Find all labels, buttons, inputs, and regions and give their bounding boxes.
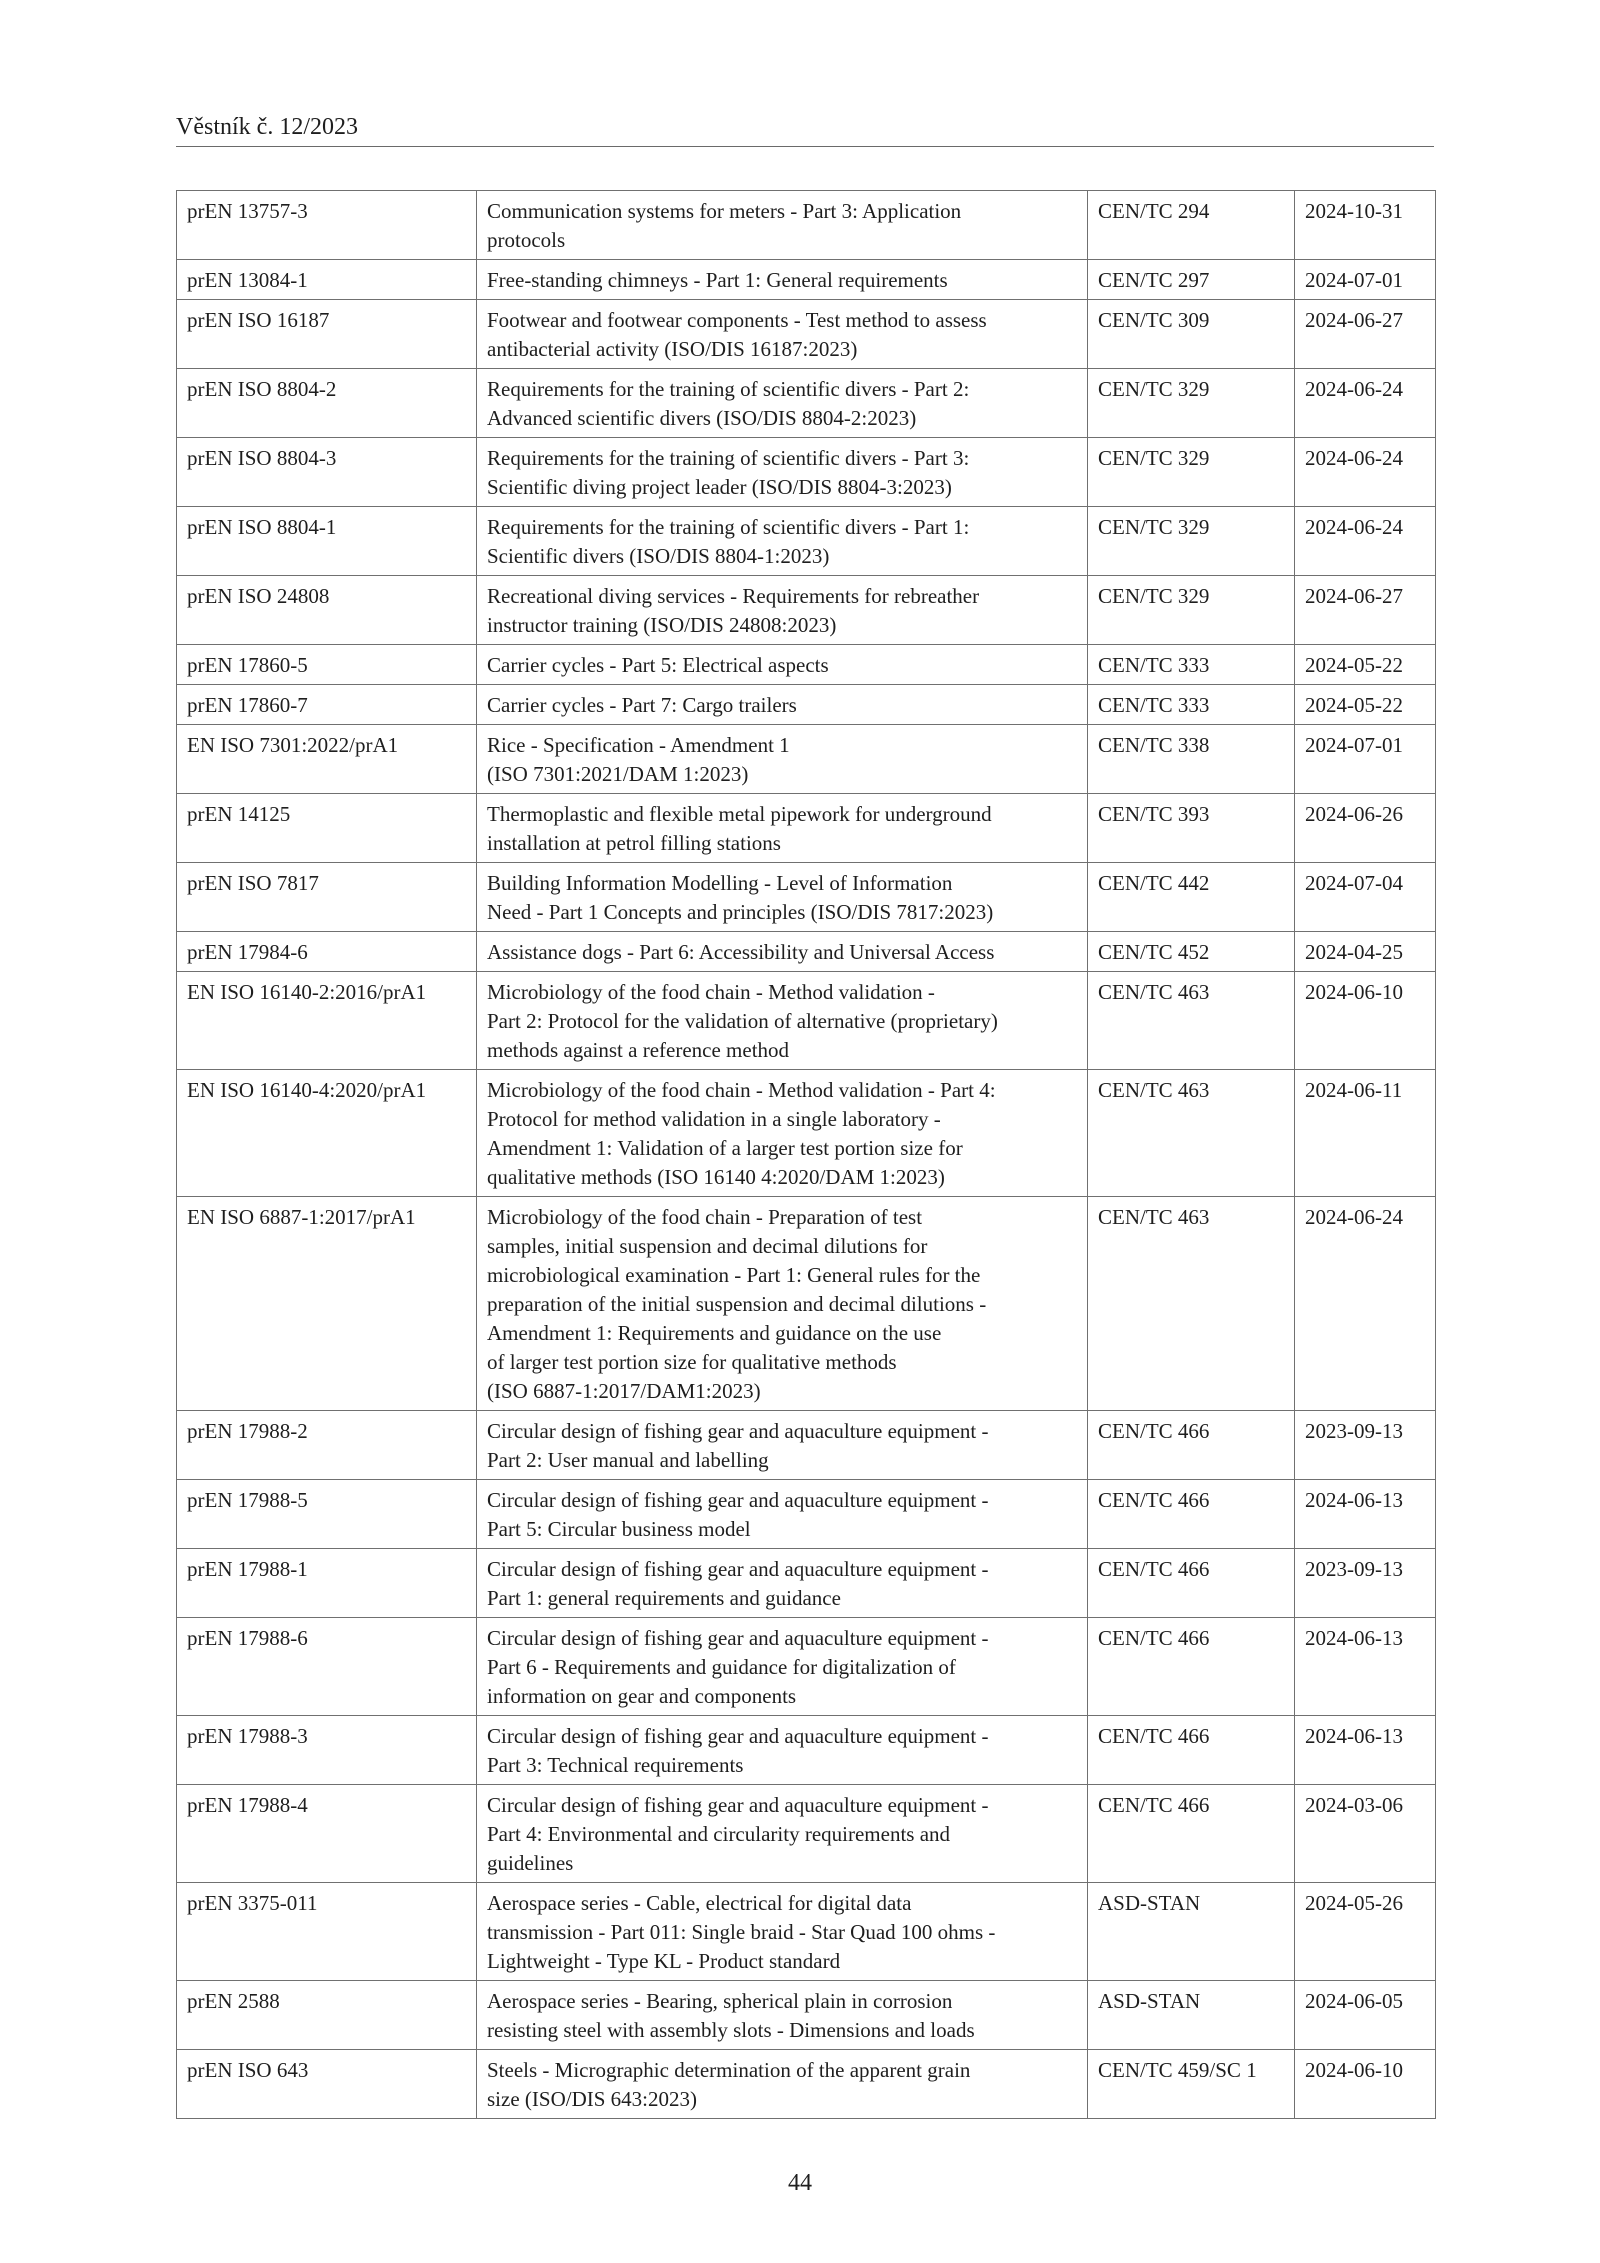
deadline-date-cell: 2024-06-24 xyxy=(1295,438,1436,507)
standard-title-cell: Communication systems for meters - Part 3: Application protocols xyxy=(477,191,1088,260)
table-row xyxy=(177,725,1436,794)
standard-code-cell: EN ISO 16140-4:2020/prA1 xyxy=(177,1070,477,1197)
standards-table xyxy=(176,190,1436,2119)
committee-cell: CEN/TC 393 xyxy=(1088,794,1295,863)
table-row xyxy=(177,507,1436,576)
standard-title-cell: Circular design of fishing gear and aquaculture equipment - Part 6 - Requirements and guidance for digitalization of information on gear and components xyxy=(477,1618,1088,1716)
table-row xyxy=(177,932,1436,972)
table-row xyxy=(177,1618,1436,1716)
deadline-date-cell: 2024-06-05 xyxy=(1295,1981,1436,2050)
standard-title-cell: Footwear and footwear components - Test method to assess antibacterial activity (ISO/DIS 16187:2023) xyxy=(477,300,1088,369)
standard-code-cell: prEN 2588 xyxy=(177,1981,477,2050)
table-row xyxy=(177,369,1436,438)
standard-title-cell: Assistance dogs - Part 6: Accessibility and Universal Access xyxy=(477,932,1088,972)
deadline-date-cell: 2024-10-31 xyxy=(1295,191,1436,260)
standards-table-body xyxy=(177,191,1436,2119)
deadline-date-cell: 2024-06-24 xyxy=(1295,1197,1436,1411)
committee-cell: CEN/TC 329 xyxy=(1088,438,1295,507)
deadline-date-cell: 2024-07-01 xyxy=(1295,725,1436,794)
committee-cell: CEN/TC 463 xyxy=(1088,972,1295,1070)
standard-title-cell: Requirements for the training of scientific divers - Part 3: Scientific diving project leader (ISO/DIS 8804-3:2023) xyxy=(477,438,1088,507)
standard-title-cell: Microbiology of the food chain - Method validation - Part 4: Protocol for method validation in a single laboratory - Amendment 1: Validation of a larger test portion size for qualitative methods (ISO 16140 4:2020/DAM 1:2023) xyxy=(477,1070,1088,1197)
standard-title-cell: Microbiology of the food chain - Method validation - Part 2: Protocol for the validation of alternative (proprietary) methods against a reference method xyxy=(477,972,1088,1070)
committee-cell: CEN/TC 338 xyxy=(1088,725,1295,794)
committee-cell: CEN/TC 452 xyxy=(1088,932,1295,972)
standard-code-cell: prEN 17988-5 xyxy=(177,1480,477,1549)
page-number: 44 xyxy=(788,2170,812,2196)
committee-cell: CEN/TC 459/SC 1 xyxy=(1088,2050,1295,2119)
committee-cell: CEN/TC 466 xyxy=(1088,1549,1295,1618)
deadline-date-cell: 2024-06-13 xyxy=(1295,1480,1436,1549)
committee-cell: CEN/TC 309 xyxy=(1088,300,1295,369)
standard-title-cell: Carrier cycles - Part 7: Cargo trailers xyxy=(477,685,1088,725)
deadline-date-cell: 2024-06-13 xyxy=(1295,1716,1436,1785)
standard-code-cell: prEN 17860-5 xyxy=(177,645,477,685)
standard-title-cell: Circular design of fishing gear and aquaculture equipment - Part 2: User manual and labelling xyxy=(477,1411,1088,1480)
committee-cell: CEN/TC 333 xyxy=(1088,645,1295,685)
standard-code-cell: prEN 17988-6 xyxy=(177,1618,477,1716)
table-row xyxy=(177,576,1436,645)
table-row xyxy=(177,1716,1436,1785)
committee-cell: CEN/TC 466 xyxy=(1088,1411,1295,1480)
deadline-date-cell: 2024-06-27 xyxy=(1295,300,1436,369)
standard-code-cell: prEN ISO 643 xyxy=(177,2050,477,2119)
standard-title-cell: Circular design of fishing gear and aquaculture equipment - Part 5: Circular business model xyxy=(477,1480,1088,1549)
deadline-date-cell: 2024-03-06 xyxy=(1295,1785,1436,1883)
committee-cell: CEN/TC 333 xyxy=(1088,685,1295,725)
table-row xyxy=(177,1480,1436,1549)
table-row xyxy=(177,1197,1436,1411)
deadline-date-cell: 2024-05-22 xyxy=(1295,645,1436,685)
standard-code-cell: prEN 13757-3 xyxy=(177,191,477,260)
deadline-date-cell: 2024-06-13 xyxy=(1295,1618,1436,1716)
table-row xyxy=(177,438,1436,507)
committee-cell: CEN/TC 329 xyxy=(1088,507,1295,576)
committee-cell: CEN/TC 294 xyxy=(1088,191,1295,260)
deadline-date-cell: 2024-05-22 xyxy=(1295,685,1436,725)
table-row xyxy=(177,1883,1436,1981)
standard-code-cell: prEN 17860-7 xyxy=(177,685,477,725)
committee-cell: ASD-STAN xyxy=(1088,1981,1295,2050)
deadline-date-cell: 2024-06-10 xyxy=(1295,972,1436,1070)
table-row xyxy=(177,1785,1436,1883)
standard-code-cell: prEN 14125 xyxy=(177,794,477,863)
standard-code-cell: prEN ISO 8804-3 xyxy=(177,438,477,507)
table-row xyxy=(177,2050,1436,2119)
table-row xyxy=(177,1411,1436,1480)
deadline-date-cell: 2024-07-04 xyxy=(1295,863,1436,932)
table-row xyxy=(177,1070,1436,1197)
standard-title-cell: Carrier cycles - Part 5: Electrical aspects xyxy=(477,645,1088,685)
standard-title-cell: Rice - Specification - Amendment 1 (ISO 7301:2021/DAM 1:2023) xyxy=(477,725,1088,794)
standard-code-cell: prEN 17988-4 xyxy=(177,1785,477,1883)
table-row xyxy=(177,260,1436,300)
standard-code-cell: EN ISO 7301:2022/prA1 xyxy=(177,725,477,794)
table-row xyxy=(177,863,1436,932)
committee-cell: CEN/TC 466 xyxy=(1088,1785,1295,1883)
deadline-date-cell: 2024-06-27 xyxy=(1295,576,1436,645)
committee-cell: CEN/TC 463 xyxy=(1088,1197,1295,1411)
standard-title-cell: Steels - Micrographic determination of the apparent grain size (ISO/DIS 643:2023) xyxy=(477,2050,1088,2119)
table-row xyxy=(177,972,1436,1070)
page-header: Věstník č. 12/2023 xyxy=(176,112,1434,147)
committee-cell: CEN/TC 466 xyxy=(1088,1618,1295,1716)
standard-title-cell: Requirements for the training of scientific divers - Part 1: Scientific divers (ISO/DIS 8804-1:2023) xyxy=(477,507,1088,576)
standard-title-cell: Aerospace series - Cable, electrical for digital data transmission - Part 011: Single braid - Star Quad 100 ohms - Lightweight - Type KL - Product standard xyxy=(477,1883,1088,1981)
standard-code-cell: prEN 13084-1 xyxy=(177,260,477,300)
deadline-date-cell: 2023-09-13 xyxy=(1295,1549,1436,1618)
deadline-date-cell: 2024-06-24 xyxy=(1295,507,1436,576)
deadline-date-cell: 2024-05-26 xyxy=(1295,1883,1436,1981)
deadline-date-cell: 2024-06-26 xyxy=(1295,794,1436,863)
committee-cell: CEN/TC 329 xyxy=(1088,576,1295,645)
standard-title-cell: Requirements for the training of scientific divers - Part 2: Advanced scientific divers (ISO/DIS 8804-2:2023) xyxy=(477,369,1088,438)
committee-cell: CEN/TC 463 xyxy=(1088,1070,1295,1197)
standard-code-cell: prEN 17988-2 xyxy=(177,1411,477,1480)
standard-title-cell: Recreational diving services - Requirements for rebreather instructor training (ISO/DIS 24808:2023) xyxy=(477,576,1088,645)
deadline-date-cell: 2024-06-10 xyxy=(1295,2050,1436,2119)
standard-title-cell: Microbiology of the food chain - Preparation of test samples, initial suspension and decimal dilutions for microbiological examination - Part 1: General rules for the preparation of the initial suspension and decimal dilutions - Amendment 1: Requirements and guidance on the use of larger test portion size for qualitative methods (ISO 6887-1:2017/DAM1:2023) xyxy=(477,1197,1088,1411)
table-row xyxy=(177,191,1436,260)
standard-code-cell: prEN ISO 7817 xyxy=(177,863,477,932)
deadline-date-cell: 2024-07-01 xyxy=(1295,260,1436,300)
standard-title-cell: Circular design of fishing gear and aquaculture equipment - Part 4: Environmental and circularity requirements and guidelines xyxy=(477,1785,1088,1883)
table-row xyxy=(177,1981,1436,2050)
deadline-date-cell: 2024-06-24 xyxy=(1295,369,1436,438)
standard-code-cell: EN ISO 16140-2:2016/prA1 xyxy=(177,972,477,1070)
committee-cell: CEN/TC 297 xyxy=(1088,260,1295,300)
standard-title-cell: Building Information Modelling - Level of Information Need - Part 1 Concepts and principles (ISO/DIS 7817:2023) xyxy=(477,863,1088,932)
standard-code-cell: prEN ISO 8804-2 xyxy=(177,369,477,438)
standard-code-cell: prEN ISO 24808 xyxy=(177,576,477,645)
standard-code-cell: prEN ISO 16187 xyxy=(177,300,477,369)
standard-code-cell: prEN 17988-1 xyxy=(177,1549,477,1618)
standard-title-cell: Circular design of fishing gear and aquaculture equipment - Part 1: general requirements and guidance xyxy=(477,1549,1088,1618)
committee-cell: CEN/TC 466 xyxy=(1088,1480,1295,1549)
standard-code-cell: prEN 17988-3 xyxy=(177,1716,477,1785)
standard-title-cell: Aerospace series - Bearing, spherical plain in corrosion resisting steel with assembly slots - Dimensions and loads xyxy=(477,1981,1088,2050)
standard-title-cell: Circular design of fishing gear and aquaculture equipment - Part 3: Technical requirements xyxy=(477,1716,1088,1785)
committee-cell: CEN/TC 442 xyxy=(1088,863,1295,932)
table-row xyxy=(177,1549,1436,1618)
table-row xyxy=(177,794,1436,863)
committee-cell: CEN/TC 466 xyxy=(1088,1716,1295,1785)
standard-code-cell: EN ISO 6887-1:2017/prA1 xyxy=(177,1197,477,1411)
standard-title-cell: Thermoplastic and flexible metal pipework for underground installation at petrol filling stations xyxy=(477,794,1088,863)
standard-code-cell: prEN ISO 8804-1 xyxy=(177,507,477,576)
deadline-date-cell: 2024-06-11 xyxy=(1295,1070,1436,1197)
committee-cell: ASD-STAN xyxy=(1088,1883,1295,1981)
deadline-date-cell: 2024-04-25 xyxy=(1295,932,1436,972)
table-row xyxy=(177,300,1436,369)
table-row xyxy=(177,685,1436,725)
standard-title-cell: Free-standing chimneys - Part 1: General requirements xyxy=(477,260,1088,300)
deadline-date-cell: 2023-09-13 xyxy=(1295,1411,1436,1480)
committee-cell: CEN/TC 329 xyxy=(1088,369,1295,438)
table-row xyxy=(177,645,1436,685)
standard-code-cell: prEN 17984-6 xyxy=(177,932,477,972)
standard-code-cell: prEN 3375-011 xyxy=(177,1883,477,1981)
